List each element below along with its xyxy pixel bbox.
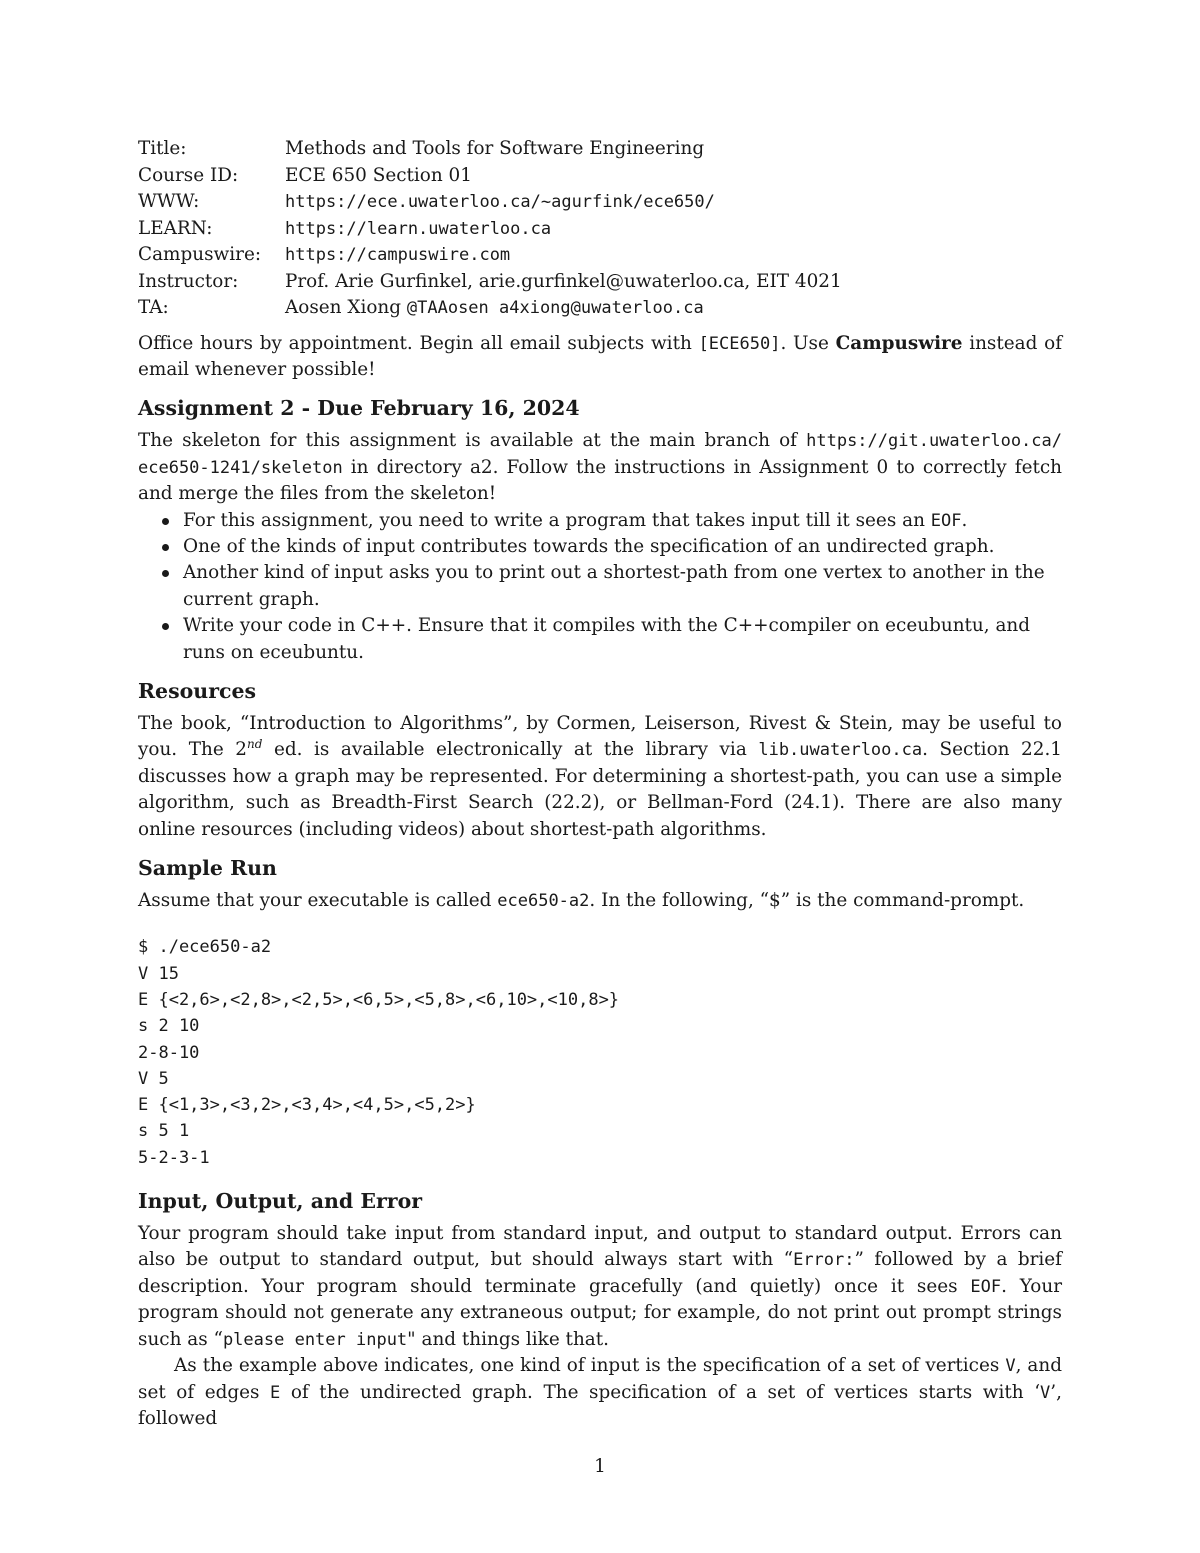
instructor-value: Prof. Arie Gurfinkel, arie.gurfinkel@uwaterloo.ca, EIT 4021 <box>285 270 842 292</box>
info-label: Course ID: <box>138 164 239 186</box>
resources-heading: Resources <box>138 678 257 703</box>
info-label: Campuswire: <box>138 244 262 265</box>
subject-tag: [ECE650] <box>698 333 781 354</box>
campuswire-link[interactable]: https://campuswire.com <box>285 245 511 265</box>
sample-run-code: $ ./ece650-a2 V 15 E {<2,6>,<2,8>,<2,5>,<6,5>,<5,8>,<6,10>,<10,8>} s 2 10 2-8-10 V 5 E {<1,3>,<3,2>,<3,4>,<4,5>,<5,2>} s 5 1 5-2-3-1 <box>138 937 620 1168</box>
list-item: Another kind of input asks you to print out a shortest-path from one vertex to another in the current graph. <box>138 560 1062 613</box>
sample-run-heading: Sample Run <box>138 856 277 880</box>
list-item: One of the kinds of input contributes towards the specification of an undirected graph. <box>138 534 1062 560</box>
resources-text: The book, “Introduction to Algorithms”, by Cormen, Leiserson, Rivest & Stein, may be useful to you. The 2nd ed. is available electronically at the library via lib.uwaterloo.ca. Section 22.1 discusses how a graph may be represented. For determining a shortest-path, you can use a simple algorithm, such as Breadth-First Search (22.2), or Bellman-Ford (24.1). There are also many online resources (including videos) about shortest-path algorithms. <box>138 712 1062 840</box>
assignment-intro: The skeleton for this assignment is available at the main branch of https://git.uwaterloo.ca/ ece650-1241/skeleton in directory a2. Follow the instructions in Assignment 0 to correctly fetch and merge the files from the skeleton! <box>138 430 1062 505</box>
ta-value <box>285 295 1062 322</box>
info-label: Title: <box>138 138 187 159</box>
io-paragraph-1: Your program should take input from standard input, and output to standard output. Errors can also be output to standard output, but should always start with “Error:” followed by a brief description. Your program should terminate gracefully (and quietly) once it sees EOF. Your program should not generate any extraneous output; for example, do not print out prompt strings such as “please enter input" and things like that. <box>138 1223 1062 1350</box>
info-label: Instructor: <box>138 270 239 292</box>
requirements-list <box>138 508 1062 666</box>
sample-run-text: Assume that your executable is called ece650-a2. In the following, “$” is the command-prompt. <box>138 890 1025 911</box>
executable-name: ece650-a2 <box>497 891 590 911</box>
assignment-heading: Assignment 2 - Due February 16, 2024 <box>138 396 580 421</box>
info-label: TA: <box>138 297 169 318</box>
www-link[interactable]: https://ece.uwaterloo.ca/~agurfink/ece650/ <box>285 192 715 212</box>
info-label: LEARN: <box>138 217 213 239</box>
library-link[interactable]: lib.uwaterloo.ca <box>758 740 923 761</box>
list-item: Write your code in C++. Ensure that it compiles with the C++compiler on eceubuntu, and runs on eceubuntu. <box>138 613 1062 666</box>
learn-link[interactable]: https://learn.uwaterloo.ca <box>285 218 552 239</box>
info-value: Methods and Tools for Software Engineering <box>285 138 705 159</box>
info-value: ECE 650 Section 01 <box>285 164 472 186</box>
ta-contact: @TAAosen a4xiong@uwaterloo.ca <box>406 298 704 318</box>
superscript: nd <box>246 737 263 752</box>
course-info-table <box>138 136 1062 322</box>
io-heading: Input, Output, and Error <box>138 1189 423 1214</box>
skeleton-url[interactable]: https://git.uwaterloo.ca/ ece650-1241/skeleton <box>138 431 1062 478</box>
office-hours-note: Office hours by appointment. Begin all email subjects with [ECE650]. Use Campuswire instead of email whenever possible! <box>138 332 1063 380</box>
info-label: WWW: <box>138 191 200 212</box>
ta-name: Aosen Xiong <box>285 297 402 318</box>
document-page <box>138 136 1062 1432</box>
campuswire-bold: Campuswire <box>835 332 963 354</box>
io-paragraph-2: As the example above indicates, one kind of input is the specification of a set of vertices V, and set of edges E of the undirected graph. The specification of a set of vertices starts with ‘V’, followed <box>138 1355 1062 1429</box>
page-number: 1 <box>594 1456 606 1477</box>
list-item: For this assignment, you need to write a program that takes input till it sees an EOF. <box>138 508 1062 534</box>
